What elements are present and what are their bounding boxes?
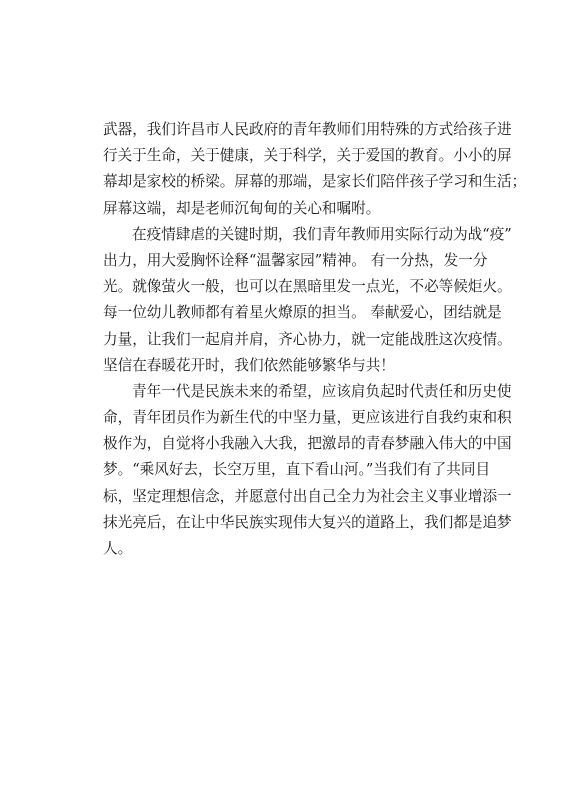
text-line: 标，坚定理想信念，并愿意付出自己全力为社会主义事业增添一 bbox=[103, 487, 512, 505]
text-line: 武器，我们许昌市人民政府的青年教师们用特殊的方式给孩子进 bbox=[103, 121, 512, 138]
text-line: 坚信在春暖花开时，我们依然能够繁华与共！ bbox=[103, 356, 395, 374]
paragraph-2 bbox=[103, 222, 512, 379]
body-text bbox=[103, 117, 527, 562]
text-line: 力量，让我们一起肩并肩，齐心协力，就一定能战胜这次疫情。 bbox=[103, 330, 512, 348]
text-line: 在疫情肆虐的关键时期，我们青年教师用实际行动为战“疫” bbox=[132, 225, 512, 243]
text-line: 人。 bbox=[103, 540, 133, 557]
text-line: 青年一代是民族未来的希望，应该肩负起时代责任和历史使 bbox=[132, 382, 512, 400]
text-line: 屏幕这端，却是老师沉甸甸的关心和嘱咐。 bbox=[103, 199, 381, 217]
paragraph-3 bbox=[103, 379, 512, 562]
text-line: 每一位幼儿教师都有着星火燎原的担当。 奉献爱心，团结就是 bbox=[103, 304, 502, 322]
text-line: 命，青年团员作为新生代的中坚力量，更应该进行自我约束和积 bbox=[103, 409, 512, 427]
text-line: 极作为，自觉将小我融入大我，把激昂的青春梦融入伟大的中国 bbox=[103, 435, 512, 453]
text-line: 行关于生命，关于健康，关于科学，关于爱国的教育。小小的屏 bbox=[103, 147, 512, 165]
text-line: 光。就像萤火一般，也可以在黑暗里发一点光，不必等候炬火。 bbox=[103, 278, 512, 296]
text-line: 抹光亮后，在让中华民族实现伟大复兴的道路上，我们都是追梦 bbox=[103, 513, 512, 531]
text-line: 梦。“乘风好去，长空万里，直下看山河。”当我们有了共同目 bbox=[103, 461, 491, 479]
text-line: 出力，用大爱胸怀诠释“温馨家园”精神。 有一分热，发一分 bbox=[103, 251, 488, 269]
paragraph-1 bbox=[103, 117, 527, 222]
text-line: 幕却是家校的桥梁。屏幕的那端，是家长们陪伴孩子学习和生活； bbox=[103, 173, 527, 191]
